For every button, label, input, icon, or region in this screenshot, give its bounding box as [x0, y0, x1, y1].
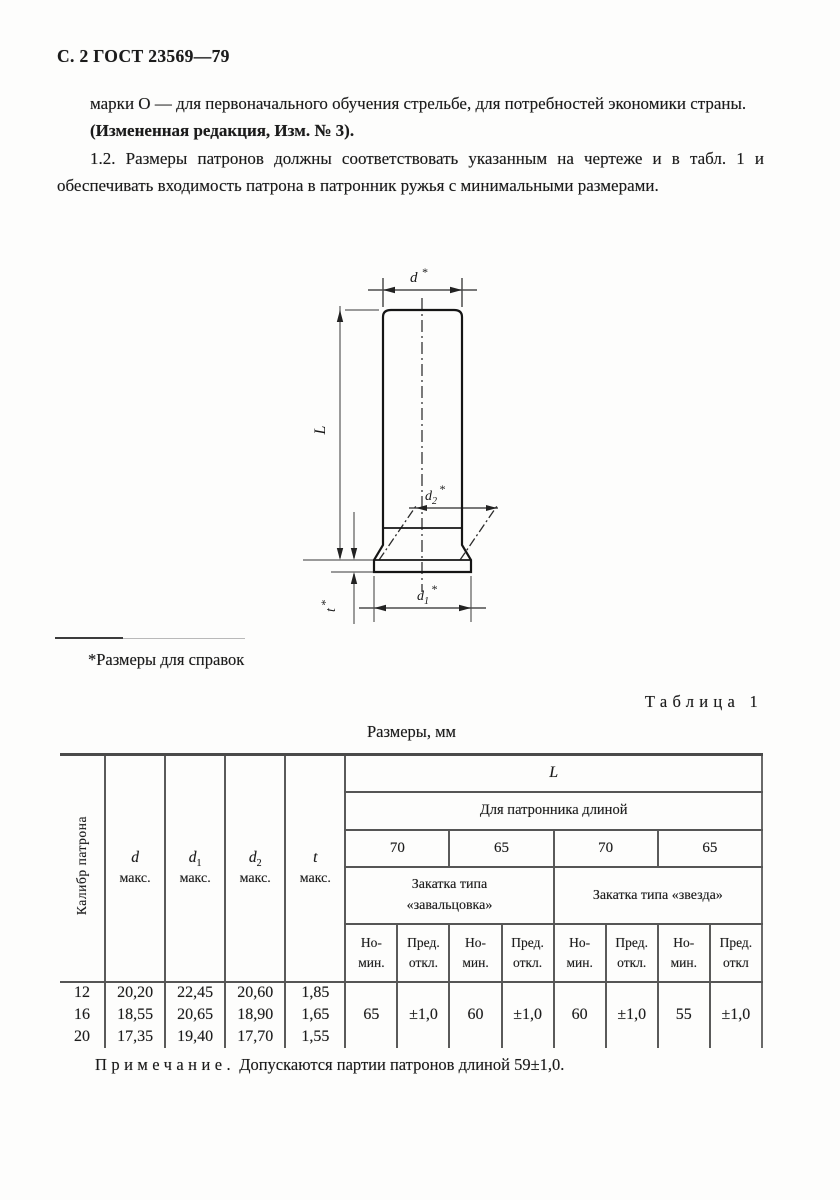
- cell-d2: 18,90: [225, 1004, 285, 1026]
- header-deviation-2: Пред. откл.: [502, 924, 554, 982]
- header-d1: $d_1$ макс.: [165, 755, 225, 982]
- cell-L-dev-4: ±1,0: [710, 982, 762, 1048]
- header-deviation-4: Пред. откл: [710, 924, 762, 982]
- header-crimp-star: Закатка типа «звезда»: [554, 867, 762, 924]
- header-nominal-4: Но- мин.: [658, 924, 710, 982]
- note-text: Допускаются партии патронов длиной 59±1,0.: [239, 1055, 565, 1074]
- header-d: d макс.: [105, 755, 165, 982]
- cartridge-drawing: [295, 250, 595, 645]
- paragraph-1-2: 1.2. Размеры патронов должны соответствовать указанным на чертеже и в табл. 1 и обеспечивать входимость патрона в патронник ружья с минимальными размерами.: [57, 148, 764, 196]
- cell-d1: 22,45: [165, 982, 225, 1004]
- header-deviation-3: Пред. откл.: [606, 924, 658, 982]
- cell-caliber: 12: [74, 984, 91, 1001]
- table-caption: Размеры, мм: [366, 722, 457, 741]
- cell-L-nom-4: 55: [658, 982, 710, 1048]
- dimension-arrows: [337, 287, 497, 611]
- header-nominal-1: Но- мин.: [345, 924, 397, 982]
- cell-L-dev-2: ±1,0: [502, 982, 554, 1048]
- header-length-65a: 65: [449, 830, 553, 867]
- header-nominal-3: Но- мин.: [554, 924, 606, 982]
- header-L: L: [345, 755, 762, 792]
- cell-d2: 17,70: [225, 1026, 285, 1048]
- cell-L-dev-1: ±1,0: [397, 982, 449, 1048]
- cell-caliber: 16: [74, 1005, 91, 1023]
- cell-d1: 19,40: [165, 1026, 225, 1048]
- cell-L-nom-2: 60: [449, 982, 501, 1048]
- cell-L-nom-1: 65: [345, 982, 397, 1048]
- cell-d1: 20,65: [165, 1004, 225, 1026]
- header-length-70a: 70: [345, 830, 449, 867]
- table-row: [60, 982, 762, 1004]
- cell-t: 1,55: [285, 1026, 345, 1048]
- dim-label-L: L: [312, 425, 329, 435]
- footnote-rule-light: [123, 638, 245, 639]
- header-length-70b: 70: [554, 830, 658, 867]
- cell-d: 18,55: [105, 1004, 165, 1026]
- cell-L-nom-3: 60: [554, 982, 606, 1048]
- page-header: С. 2 ГОСТ 23569—79: [57, 46, 230, 66]
- cell-t: 1,65: [285, 1004, 345, 1026]
- dimensions-table: [60, 753, 763, 1048]
- header-length-65b: 65: [658, 830, 762, 867]
- cell-d: 20,20: [105, 982, 165, 1004]
- note-label: Примечание.: [95, 1055, 236, 1074]
- table-label: Таблица 1: [644, 692, 763, 711]
- cell-caliber: 20: [74, 1027, 91, 1045]
- header-crimp-rolled: Закатка типа «завальцовка»: [345, 867, 553, 924]
- header-caliber: Калибр патрона: [60, 755, 105, 982]
- oblique-section-lines: [379, 506, 497, 560]
- table-note: [95, 1055, 564, 1075]
- header-nominal-2: Но- мин.: [449, 924, 501, 982]
- header-t: t макс.: [285, 755, 345, 982]
- dim-label-d: d *: [410, 265, 428, 286]
- dim-label-d1: $d_1*$: [417, 582, 437, 607]
- cell-L-dev-3: ±1,0: [606, 982, 658, 1048]
- header-d2: $d_2$ макс.: [225, 755, 285, 982]
- paragraph-revision: (Измененная редакция, Изм. № 3).: [90, 121, 355, 141]
- header-chamber-length: Для патронника длиной: [345, 792, 762, 830]
- cell-d2: 20,60: [225, 982, 285, 1004]
- footnote-rule: [55, 637, 123, 639]
- cell-d: 17,35: [105, 1026, 165, 1048]
- cartridge-drawing-svg: [295, 250, 595, 645]
- cell-t: 1,85: [285, 982, 345, 1004]
- body-text: [57, 90, 764, 200]
- dim-label-d2: $d_2*$: [425, 482, 445, 507]
- paragraph-marking-o: марки О — для первоначального обучения стрельбе, для потребностей экономики страны.: [90, 94, 747, 113]
- dim-label-t: t*: [318, 600, 339, 612]
- footnote-text: *Размеры для справок: [88, 650, 245, 669]
- header-deviation-1: Пред. откл.: [397, 924, 449, 982]
